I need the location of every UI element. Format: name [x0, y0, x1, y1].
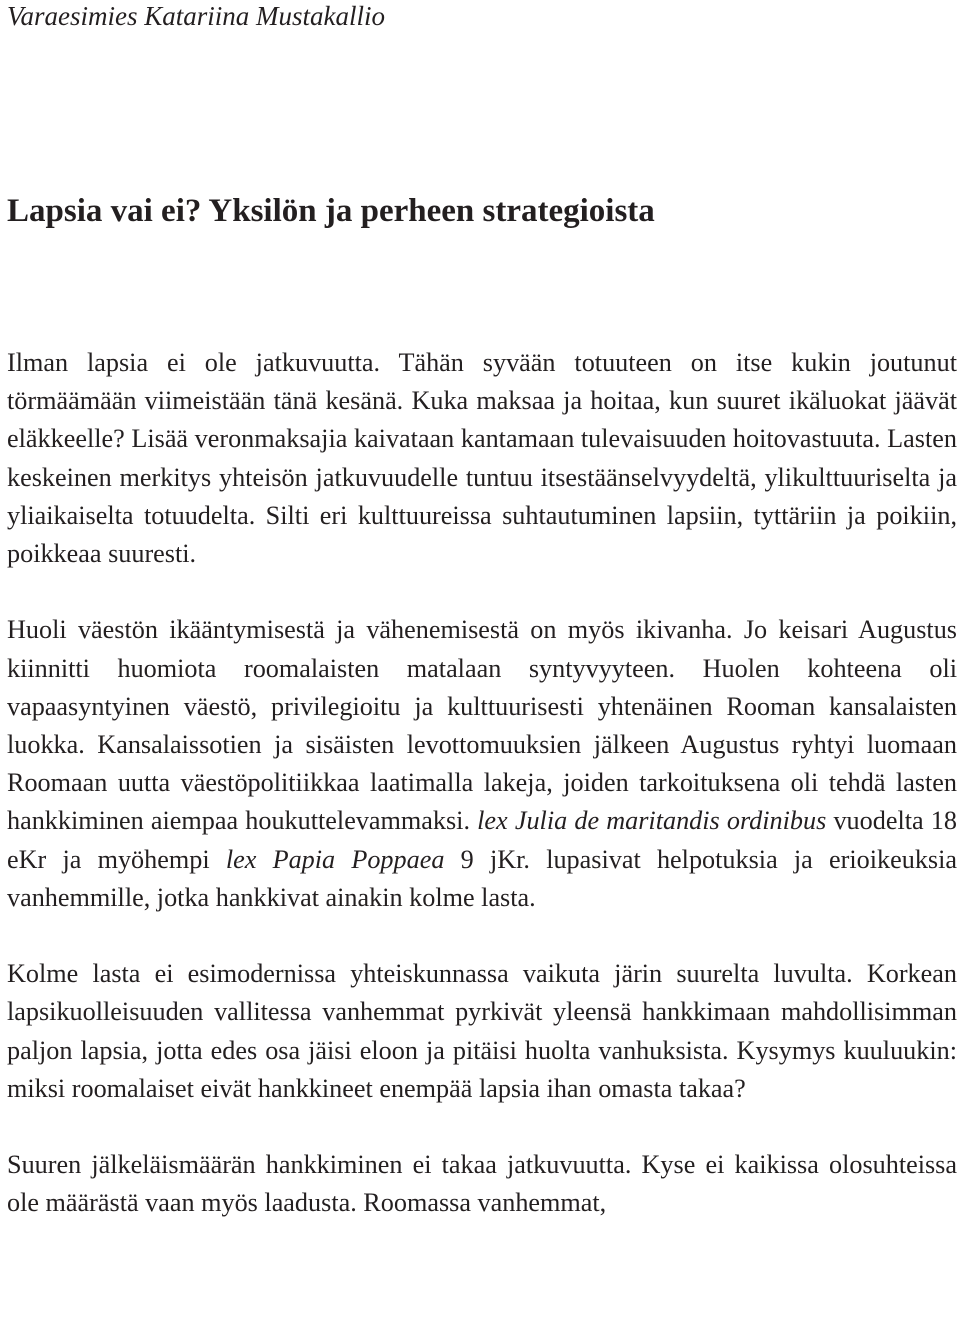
- paragraph-2: [7, 611, 957, 917]
- paragraph-2-text-c: 9 jKr. lupasivat helpotuksia ja erioikeuksia vanhemmille, jotka hankkivat ainakin kolme lasta.: [7, 844, 958, 912]
- paragraph-3: Kolme lasta ei esimodernissa yhteiskunnassa vaikuta järin suurelta luvulta. Korkean lapsikuolleisuuden vallitessa vanhemmat pyrkivät yleensä hankkimaan mahdollisimman paljon lapsia, jotta edes osa jäisi eloon ja pitäisi huolta vanhuksista. Kysymys kuuluukin: miksi roomalaiset eivät hankkineet enempää lapsia ihan omasta takaa?: [7, 959, 957, 1103]
- author-line: Varaesimies Katariina Mustakallio: [7, 1, 385, 31]
- article-body: [7, 344, 957, 1223]
- paragraph-4: Suuren jälkeläismäärän hankkiminen ei takaa jatkuvuutta. Kyse ei kaikissa olosuhteissa ole määrästä vaan myös laadusta. Roomassa vanhemmat,: [7, 1150, 957, 1218]
- law-title-lex-papia-poppaea: lex Papia Poppaea: [225, 844, 445, 874]
- paragraph-2-text-a: Huoli väestön ikääntymisestä ja vähenemisestä on myös ikivanha. Jo keisari Augustus kiinnitti huomiota roomalaisten matalaan syntyvyyteen. Huolen kohteena oli vapaasyntyinen väestö, privilegioitu ja kulttuurisesti yhtenäinen Rooman kansalaisten luokka. Kansalaissotien ja sisäisten levottomuuksien jälkeen Augustus ryhtyi luomaan Roomaan uutta väestöpolitiikkaa laatimalla lakeja, joiden tarkoituksena oli tehdä lasten hankkiminen aiempaa houkuttelevammaksi.: [7, 615, 957, 836]
- law-title-lex-julia: lex Julia de maritandis ordinibus: [477, 806, 827, 836]
- article-title: Lapsia vai ei? Yksilön ja perheen strategioista: [7, 193, 655, 229]
- paragraph-1: Ilman lapsia ei ole jatkuvuutta. Tähän syvään totuuteen on itse kukin joutunut törmäämään viimeistään tänä kesänä. Kuka maksaa ja hoitaa, kun suuret ikäluokat jäävät eläkkeelle? Lisää veronmaksajia kaivataan kantamaan tulevaisuuden hoitovastuuta. Lasten keskeinen merkitys yhteisön jatkuvuudelle tuntuu itsestäänselvyydeltä, ylikulttuuriselta ja yliaikaiselta totuudelta. Silti eri kulttuureissa suhtautuminen lapsiin, tyttäriin ja poikiin, poikkeaa suuresti.: [7, 348, 957, 569]
- paragraph-2-text-b: vuodelta 18 eKr ja myöhempi: [7, 806, 957, 874]
